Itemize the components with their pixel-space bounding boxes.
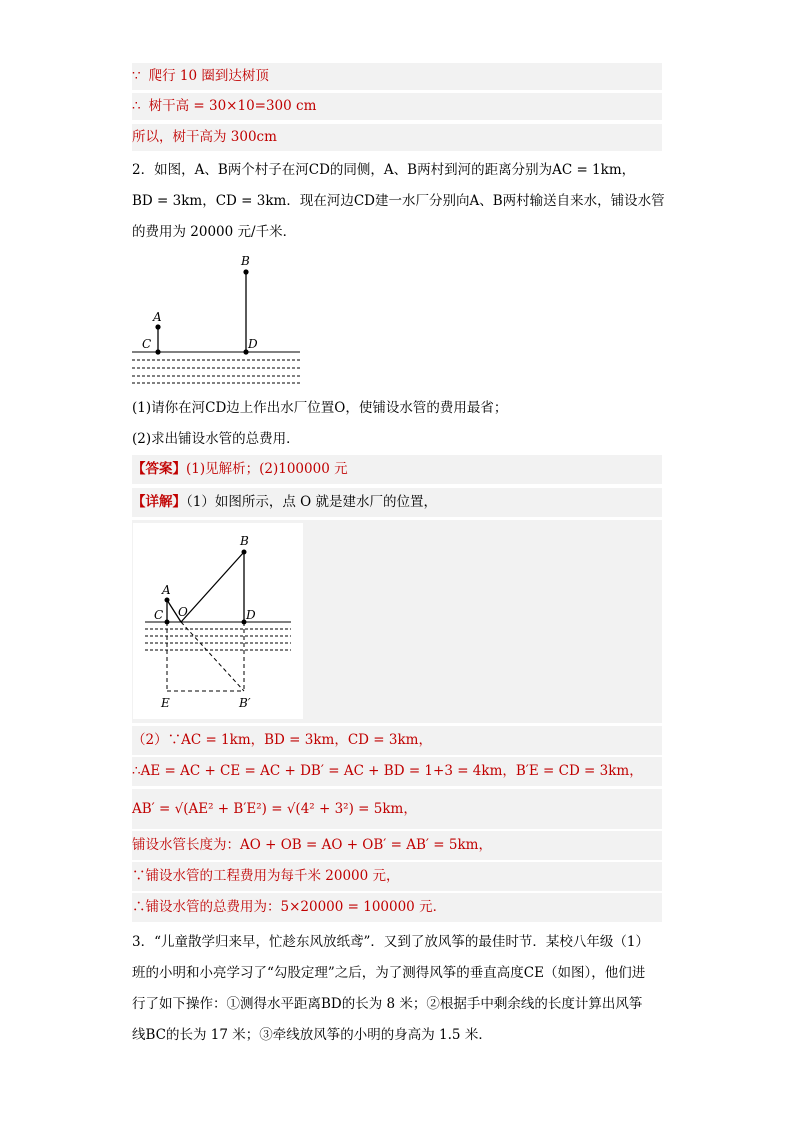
label-a: A	[153, 310, 162, 324]
label-e: E	[161, 696, 170, 710]
q2-figure-1	[130, 250, 305, 390]
q3-line-2: 班的小明和小亮学习了“勾股定理”之后，为了测得风筝的垂直高度CE（如图），他们进	[132, 965, 646, 981]
label-c2: C	[154, 608, 164, 622]
because-symbol: ∵	[132, 68, 141, 84]
label-o: O	[178, 605, 188, 619]
point-b2	[242, 550, 247, 555]
detail-line	[132, 488, 662, 517]
detail-text: （1）如图所示，点 O 就是建水厂的位置，	[186, 494, 437, 510]
q2-sub-2: (2)求出铺设水管的总费用．	[132, 431, 300, 447]
label-c: C	[142, 337, 152, 351]
sol-line-3: AB′ = √(AE² + B′E²) = √(4² + 3²) = 5km，	[132, 789, 662, 829]
label-a2: A	[162, 583, 171, 597]
q2-figure-2	[133, 523, 303, 719]
sol-line-1: （2）∵AC = 1km，BD = 3km，CD = 3km，	[132, 726, 662, 755]
q3-line-1: 3．“儿童散学归来早，忙趁东风放纸鸢”．又到了放风筝的最佳时节．某校八年级（1）	[132, 934, 649, 950]
answer-tag: 【答案】	[132, 461, 186, 477]
sol-line-5: ∵铺设水管的工程费用为每千米 20000 元，	[132, 862, 662, 891]
point-c2	[165, 620, 170, 625]
q3-line-4: 线BC的长为 17 米；③牵线放风筝的小明的身高为 1.5 米．	[132, 1027, 492, 1043]
prev-line-1	[132, 63, 662, 90]
sol-line-4: 铺设水管长度为：AO + OB = AO + OB′ = AB′ = 5km，	[132, 831, 662, 860]
label-d2: D	[246, 608, 256, 622]
q2-line-1: 2．如图，A、B两个村子在河CD的同侧，A、B两村到河的距离分别为AC = 1km，	[132, 162, 636, 178]
label-d: D	[248, 337, 258, 351]
point-b	[243, 269, 248, 274]
label-b2: B	[240, 534, 249, 548]
point-c	[155, 349, 160, 354]
answer-line	[132, 455, 662, 484]
point-a	[155, 324, 160, 329]
prev-line-2-text: 树干高 = 30×10=300 cm	[148, 98, 317, 114]
prev-line-2	[132, 93, 662, 120]
q2-line-2: BD = 3km，CD = 3km．现在河边CD建一水厂分别向A、B两村输送自来水，铺设水管	[132, 193, 665, 209]
prev-line-3: 所以，树干高为 300cm	[132, 124, 662, 151]
point-a2	[165, 598, 170, 603]
detail-tag: 【详解】	[132, 494, 186, 510]
therefore-symbol: ∴	[132, 98, 141, 114]
q2-line-3: 的费用为 20000 元/千米．	[132, 224, 297, 240]
prev-line-1-text: 爬行 10 圈到达树顶	[148, 68, 269, 84]
answer-text: (1)见解析；(2)100000 元	[186, 461, 348, 477]
q2-sub-1: (1)请你在河CD边上作出水厂位置O，使铺设水管的费用最省；	[132, 400, 508, 416]
sol-line-2: ∴AE = AC + CE = AC + DB′ = AC + BD = 1+3 = 4km，B′E = CD = 3km，	[132, 757, 662, 786]
sol-line-6: ∴铺设水管的总费用为：5×20000 = 100000 元．	[132, 893, 662, 922]
q3-line-3: 行了如下操作：①测得水平距离BD的长为 8 米；②根据手中剩余线的长度计算出风筝	[132, 996, 643, 1012]
label-b-prime: B′	[239, 696, 251, 710]
label-b: B	[241, 254, 250, 268]
